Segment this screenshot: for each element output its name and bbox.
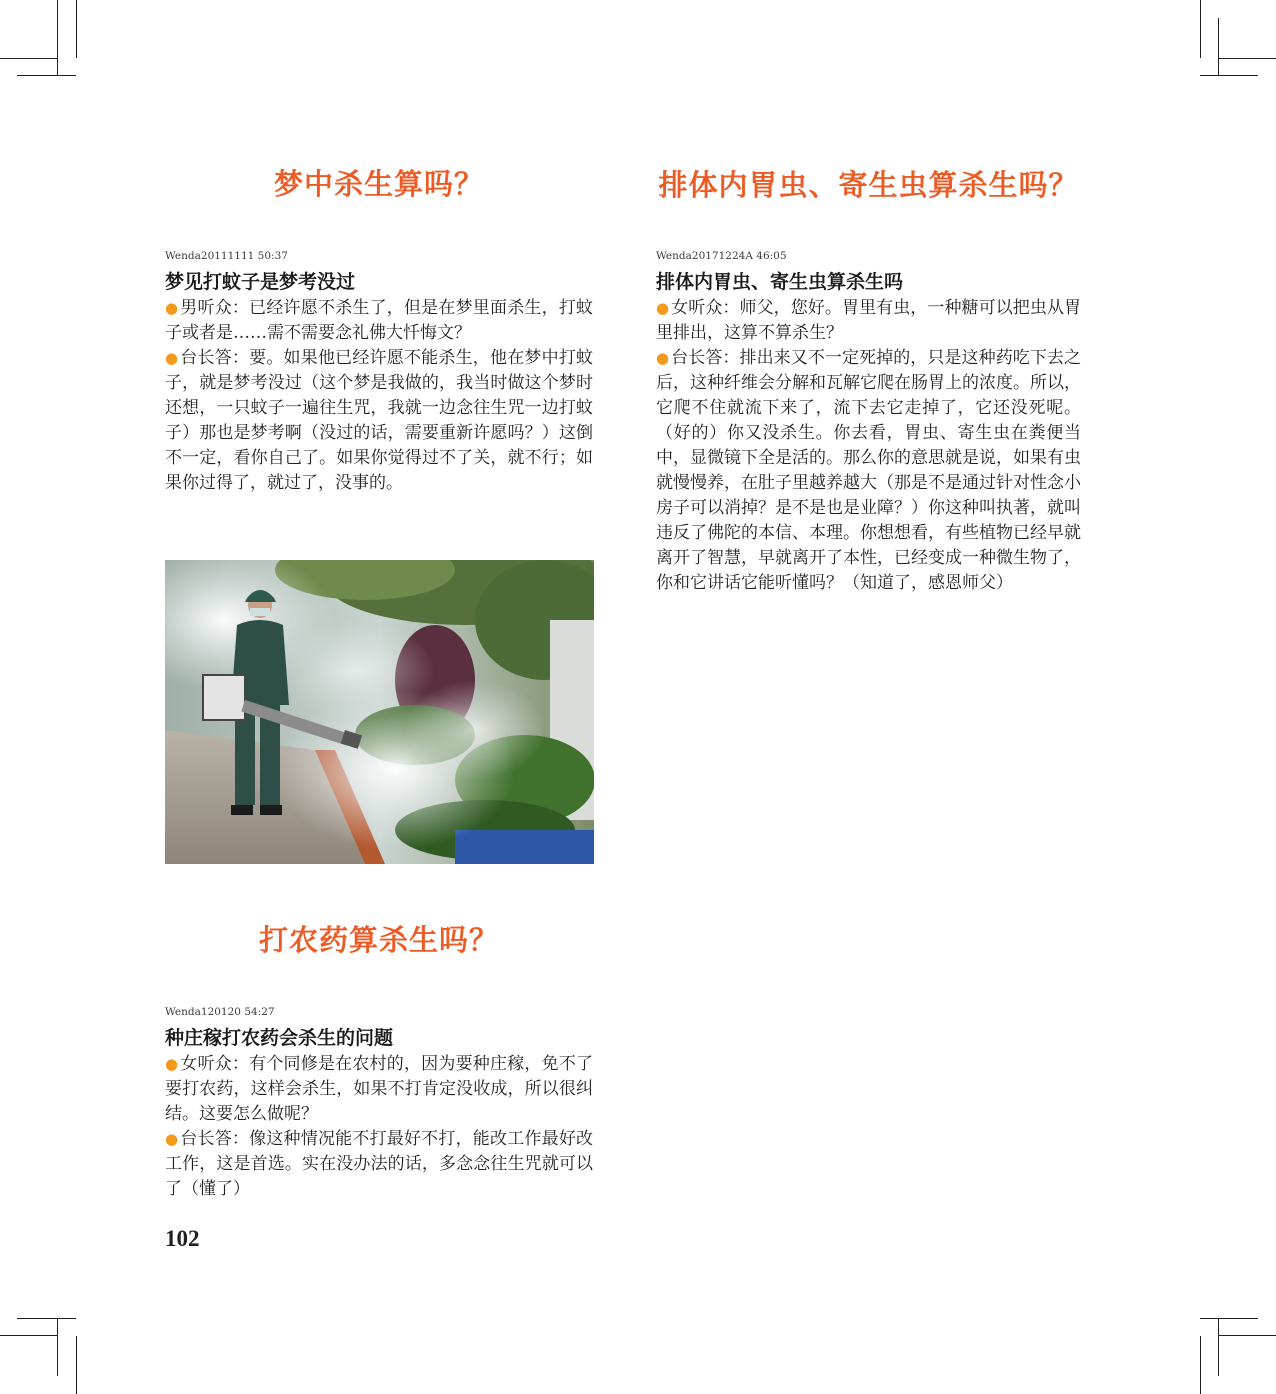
crop-mark bbox=[1200, 1336, 1201, 1394]
crop-mark bbox=[0, 58, 57, 59]
answer-text: 像这种情况能不打最好不打，能改工作最好改工作，这是首选。实在没办法的话，多念念往生咒就可以了（懂了） bbox=[165, 1129, 594, 1199]
question-paragraph: ● 男听众：已经许愿不杀生了，但是在梦里面杀生，打蚊子或者是……需不需要念礼佛大忏悔文？ bbox=[165, 298, 594, 343]
broadcast-reference: Wenda20111111 50:37 bbox=[165, 250, 288, 262]
speaker-label: 台长答 bbox=[180, 1129, 232, 1149]
crop-mark bbox=[1200, 1318, 1258, 1319]
speaker-label: 女听众 bbox=[180, 1054, 232, 1074]
speaker-label: 女听众 bbox=[671, 298, 723, 318]
broadcast-reference: Wenda120120 54:27 bbox=[165, 1006, 275, 1018]
bullet-icon: ● bbox=[656, 349, 670, 367]
speaker-label: 台长答 bbox=[671, 348, 723, 368]
fogging-worker-photo bbox=[165, 560, 594, 864]
bullet-icon: ● bbox=[165, 1130, 179, 1148]
section-title-parasites: 排体内胃虫、寄生虫算杀生吗？ bbox=[658, 168, 1079, 202]
question-paragraph: ● 女听众：有个同修是在农村的，因为要种庄稼，免不了要打农药，这样会杀生，如果不打肯定没收成，所以很纠结。这要怎么做呢？ bbox=[165, 1054, 594, 1124]
crop-mark bbox=[1200, 0, 1201, 58]
crop-mark bbox=[76, 1336, 77, 1394]
question-text: 已经许愿不杀生了，但是在梦里面杀生，打蚊子或者是……需不需要念礼佛大忏悔文？ bbox=[165, 298, 594, 343]
bullet-icon: ● bbox=[165, 349, 179, 367]
article-subtitle: 梦见打蚊子是梦考没过 bbox=[165, 271, 356, 293]
broadcast-reference: Wenda20171224A 46:05 bbox=[656, 250, 787, 262]
bullet-icon: ● bbox=[656, 299, 670, 317]
question-text: 师父，您好。胃里有虫，一种糖可以把虫从胃里排出，这算不算杀生？ bbox=[656, 298, 1082, 343]
speaker-label: 男听众 bbox=[180, 298, 232, 318]
question-text: 有个同修是在农村的，因为要种庄稼，免不了要打农药，这样会杀生，如果不打肯定没收成，所以很纠结。这要怎么做呢？ bbox=[165, 1054, 594, 1124]
crop-mark bbox=[1218, 58, 1276, 59]
bullet-icon: ● bbox=[165, 299, 179, 317]
crop-mark bbox=[1218, 1335, 1276, 1336]
crop-mark bbox=[1218, 1318, 1219, 1376]
article-pesticide bbox=[165, 1005, 593, 1202]
crop-mark bbox=[57, 1318, 58, 1376]
answer-paragraph: ● 台长答：像这种情况能不打最好不打，能改工作最好改工作，这是首选。实在没办法的话，多念念往生咒就可以了（懂了） bbox=[165, 1129, 594, 1199]
crop-mark bbox=[17, 1318, 76, 1319]
answer-text: 要。如果他已经许愿不能杀生，他在梦中打蚊子，就是梦考没过（这个梦是我做的，我当时做这个梦时还想，一只蚊子一遍往生咒，我就一边念往生咒一边打蚊子）那也是梦考啊（没过的话，需要重新许愿吗？）这倒不一定，看你自己了。如果你觉得过不了关，就不行；如果你过得了，就过了，没事的。 bbox=[165, 348, 594, 493]
bullet-icon: ● bbox=[165, 1055, 179, 1073]
article-subtitle: 排体内胃虫、寄生虫算杀生吗 bbox=[656, 271, 904, 293]
answer-text: 排出来又不一定死掉的，只是这种药吃下去之后，这种纤维会分解和瓦解它爬在肠胃上的浓度。所以，它爬不住就流下来了，流下去它走掉了，它还没死呢。（好的）你又没杀生。你去看，胃虫、寄生虫在粪便当中，显微镜下全是活的。那么你的意思就是说，如果有虫就慢慢养，在肚子里越养越大（那是不是通过针对性念小房子可以消掉？是不是也是业障？）你这种叫执著，就叫违反了佛陀的本信、本理。你想想看，有些植物已经早就离开了智慧，早就离开了本性，已经变成一种微生物了，你和它讲话它能听懂吗？（知道了，感恩师父） bbox=[656, 348, 1082, 593]
section-title-pesticide: 打农药算杀生吗？ bbox=[258, 923, 499, 957]
crop-mark bbox=[1200, 75, 1258, 76]
page-number: 102 bbox=[165, 1226, 200, 1251]
crop-mark bbox=[0, 1335, 57, 1336]
crop-mark bbox=[76, 0, 77, 58]
speaker-label: 台长答 bbox=[180, 348, 232, 368]
crop-mark bbox=[1218, 18, 1219, 76]
question-paragraph: ● 女听众：师父，您好。胃里有虫，一种糖可以把虫从胃里排出，这算不算杀生？ bbox=[656, 298, 1082, 343]
answer-paragraph: ● 台长答：排出来又不一定死掉的，只是这种药吃下去之后，这种纤维会分解和瓦解它爬在肠胃上的浓度。所以，它爬不住就流下来了，流下去它走掉了，它还没死呢。（好的）你又没杀生。你去看，胃虫、寄生虫在粪便当中，显微镜下全是活的。那么你的意思就是说，如果有虫就慢慢养，在肚子里越养越大（那是不是通过针对性念小房子可以消掉？是不是也是业障？）你这种叫执著，就叫违反了佛陀的本信、本理。你想想看，有些植物已经早就离开了智慧，早就离开了本性，已经变成一种微生物了，你和它讲话它能听懂吗？（知道了，感恩师父） bbox=[656, 348, 1082, 593]
crop-mark bbox=[57, 0, 58, 76]
article-subtitle: 种庄稼打农药会杀生的问题 bbox=[165, 1027, 394, 1049]
section-title-dream-killing: 梦中杀生算吗？ bbox=[273, 167, 484, 201]
answer-paragraph: ● 台长答：要。如果他已经许愿不能杀生，他在梦中打蚊子，就是梦考没过（这个梦是我做的，我当时做这个梦时还想，一只蚊子一遍往生咒，我就一边念往生咒一边打蚊子）那也是梦考啊（没过的话，需要重新许愿吗？）这倒不一定，看你自己了。如果你觉得过不了关，就不行；如果你过得了，就过了，没事的。 bbox=[165, 348, 594, 493]
article-dream-killing bbox=[165, 249, 593, 496]
crop-mark bbox=[17, 75, 76, 76]
article-parasites bbox=[656, 249, 1081, 596]
